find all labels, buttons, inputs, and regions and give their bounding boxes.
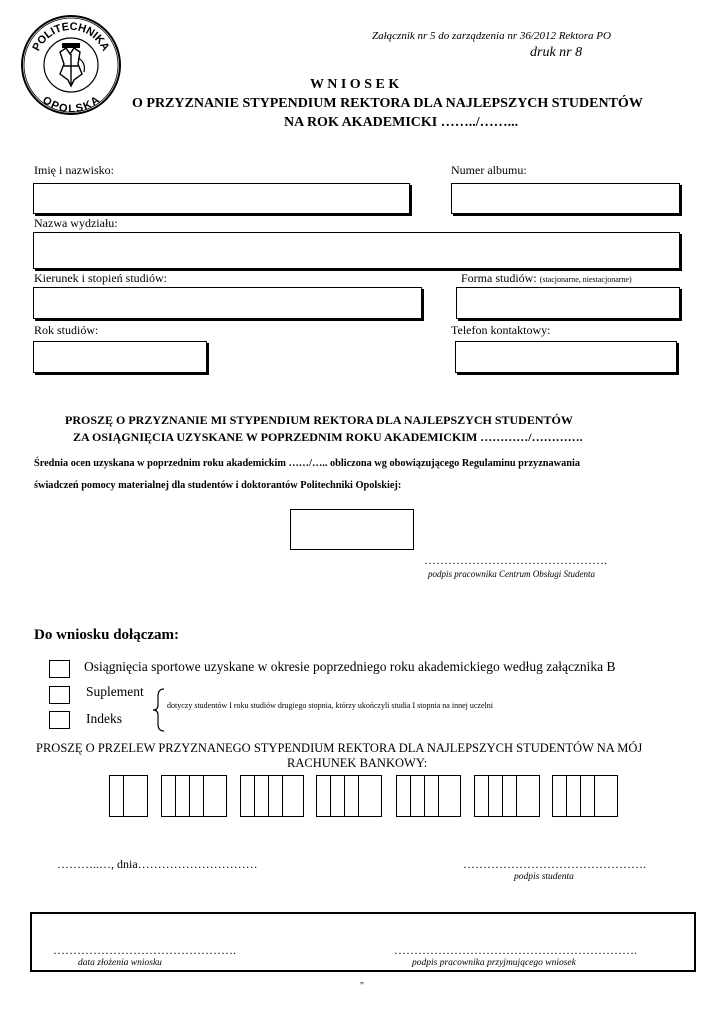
account-digit-cell[interactable] [330,775,344,817]
receiver-signature-caption: podpis pracownika przyjmującego wniosek [412,958,576,968]
sports-achievements-checkbox[interactable] [49,660,70,678]
account-digit-cell[interactable] [474,775,488,817]
annex-note: Załącznik nr 5 do zarządzenia nr 36/2012 Rektora PO [372,30,611,42]
curly-brace-icon [152,688,166,732]
account-digit-cell[interactable] [316,775,330,817]
account-digit-cell[interactable] [516,775,540,817]
account-digit-cell[interactable] [175,775,189,817]
supplement-label: Suplement [86,684,144,699]
sports-achievements-label: Osiągnięcia sportowe uzyskane w okresie poprzedniego roku akademickiego według załącznika B [84,659,616,674]
account-digit-cell[interactable] [594,775,618,817]
account-digit-cell[interactable] [268,775,282,817]
transfer-line-1: PROSZĘ O PRZELEW PRZYZNANEGO STYPENDIUM REKTORA DLA NAJLEPSZYCH STUDENTÓW NA MÓJ [36,741,643,755]
account-digit-cell[interactable] [123,775,148,817]
account-digit-cell[interactable] [282,775,304,817]
print-number: druk nr 8 [530,45,583,60]
form-subtitle: O PRZYZNANIE STYPENDIUM REKTORA DLA NAJLEPSZYCH STUDENTÓW [132,96,643,111]
study-form-hint: (stacjonarne, niestacjonarne) [539,275,632,284]
study-form-input-box[interactable] [456,287,680,319]
index-label: Indeks [86,711,122,726]
supplement-checkbox[interactable] [49,686,70,704]
account-digit-cell[interactable] [189,775,203,817]
university-logo-seal [20,14,122,116]
account-digit-cell[interactable] [203,775,227,817]
form-title: W N I O S E K [310,77,400,92]
average-grade-box[interactable] [290,509,414,550]
study-form-label-text: Forma studiów: [461,271,537,285]
bottom-mark: " [360,981,365,992]
request-line-2: ZA OSIĄGNIĘCIA UZYSKANE W POPRZEDNIM ROKU AKADEMICKIM …………/…………. [73,430,583,444]
phone-label: Telefon kontaktowy: [451,323,551,337]
average-line-1: Średnia ocen uzyskana w poprzednim roku akademickim ……/….. obliczona wg obowiązującego Regulaminu przyznawania [34,458,580,469]
average-line-2: świadczeń pomocy materialnej dla studentów i doktorantów Politechniki Opolskiej: [34,480,402,491]
index-checkbox[interactable] [49,711,70,729]
account-digit-cell[interactable] [488,775,502,817]
account-digit-cell[interactable] [396,775,410,817]
submission-date-line: ………………………………………. [53,943,236,957]
account-digit-cell[interactable] [161,775,175,817]
cos-signature-line: ………………………………………. [424,553,607,567]
phone-input-box[interactable] [455,341,677,373]
student-signature-line: ………………………………………. [463,857,646,871]
account-digit-cell[interactable] [438,775,461,817]
direction-input-box[interactable] [33,287,422,319]
direction-label: Kierunek i stopień studiów: [34,271,167,285]
album-label: Numer albumu: [451,163,527,177]
year-input-box[interactable] [33,341,207,373]
study-form-label [461,271,632,286]
transfer-line-2: RACHUNEK BANKOWY: [287,756,428,770]
student-signature-caption: podpis studenta [514,872,574,882]
account-digit-cell[interactable] [552,775,566,817]
album-input-box[interactable] [451,183,680,214]
cos-signature-caption: podpis pracownika Centrum Obsługi Studenta [428,569,595,579]
attachments-heading: Do wniosku dołączam: [34,627,180,643]
name-input-box[interactable] [33,183,410,214]
logo-top-text: POLITECHNIKA [30,20,112,54]
year-label: Rok studiów: [34,323,99,337]
account-digit-cell[interactable] [109,775,123,817]
account-digit-cell[interactable] [410,775,424,817]
place-date-line: ………..…, dnia………………………… [57,857,258,871]
account-digit-cell[interactable] [566,775,580,817]
account-digit-cell[interactable] [240,775,254,817]
submission-date-caption: data złożenia wniosku [78,958,162,968]
supplement-note: dotyczy studentów I roku studiów drugiego stopnia, którzy ukończyli studia I stopnia na innej uczelni [167,701,493,710]
request-line-1: PROSZĘ O PRZYZNANIE MI STYPENDIUM REKTORA DLA NAJLEPSZYCH STUDENTÓW [65,413,573,427]
name-label: Imię i nazwisko: [34,163,114,177]
account-digit-cell[interactable] [502,775,516,817]
account-digit-cell[interactable] [358,775,382,817]
account-digit-cell[interactable] [254,775,268,817]
account-digit-cell[interactable] [424,775,438,817]
svg-text:OPOLSKA [40,94,102,115]
academic-year-line: NA ROK AKADEMICKI ……../……... [284,115,519,130]
account-digit-cell[interactable] [580,775,594,817]
account-digit-cell[interactable] [344,775,358,817]
faculty-input-box[interactable] [33,232,680,269]
logo-bottom-text: OPOLSKA [40,94,102,116]
faculty-label: Nazwa wydziału: [34,216,118,230]
receiver-signature-line: ……………………………………………………. [394,943,637,957]
